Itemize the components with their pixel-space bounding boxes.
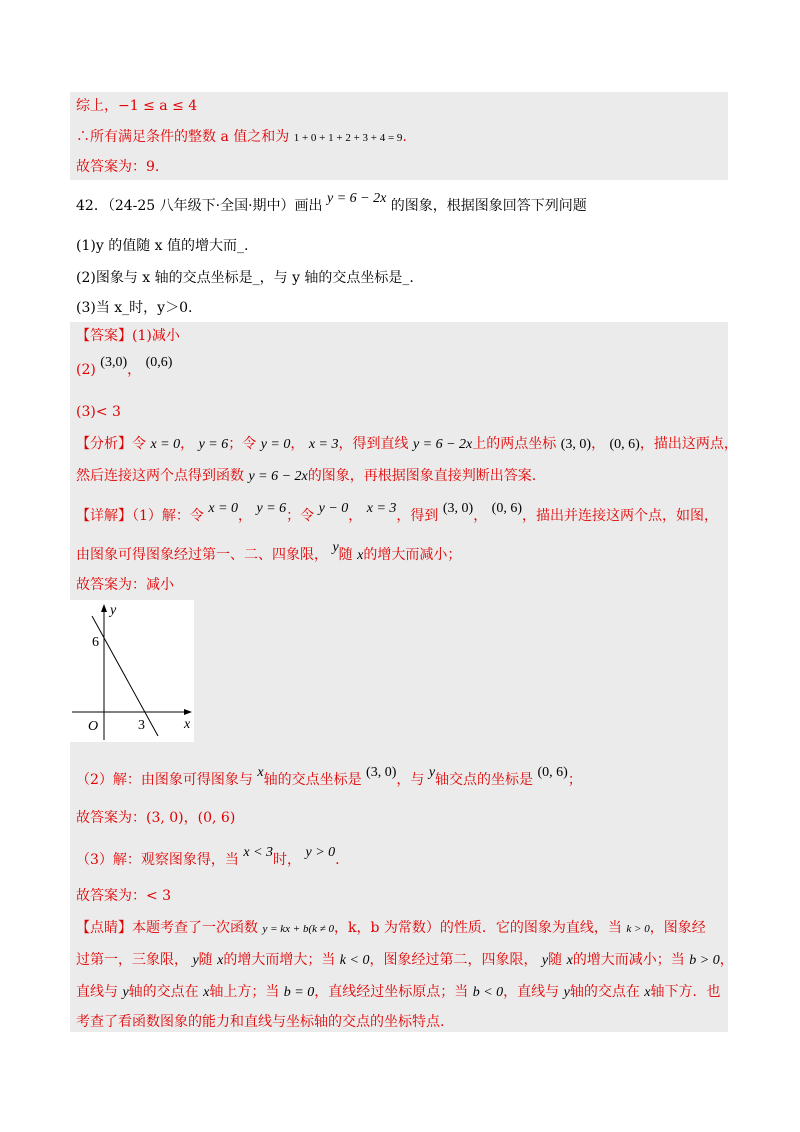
sum-line: ∴所有满足条件的整数 a 值之和为 1 + 0 + 1 + 2 + 3 + 4 = 9. — [76, 129, 407, 145]
answer-line-prev: 故答案为：9. — [76, 159, 160, 175]
question-title: 42．（24-25 八年级下·全国·期中）画出 y = 6 − 2x 的图象，根据图象回答下列问题 — [76, 191, 587, 214]
origin-label: O — [88, 719, 99, 734]
question-part-1: (1)y 的值随 x 值的增大而_. — [76, 238, 249, 254]
comment-line-4: 考查了看函数图象的能力和直线与坐标轴的交点的坐标特点. — [76, 1014, 445, 1030]
function-graph — [70, 600, 194, 742]
question-part-2: (2)图象与 x 轴的交点坐标是_，与 y 轴的交点坐标是_. — [76, 270, 414, 286]
x-intercept-label: 3 — [138, 718, 145, 733]
graph-svg — [70, 600, 194, 742]
comment-line-2: 过第一，三象限， y随 x的增大而增大；当 k < 0，图象经过第二，四象限， y随 x的增大而减小；当 b > 0， — [76, 952, 734, 968]
x-axis-label: x — [184, 717, 191, 732]
detail-line-3: 故答案为：减小 — [76, 577, 174, 593]
detail-part-3: （3）解：观察图象得，当 x < 3时， y > 0. — [76, 845, 340, 868]
detail-line-2: 由图象可得图象经过第一、二、四象限， y随 x的增大而减小； — [76, 540, 462, 563]
comment-line-1: 【点睛】本题考查了一次函数 y = kx + b(k ≠ 0，k，b 为常数）的性质．它的图象为直线，当 k > 0，图象经 — [76, 920, 706, 936]
x-axis-arrow — [184, 709, 192, 715]
detail-line-1: 【详解】（1）解：令 x = 0， y = 6；令 y − 0， x = 3，得到 (3, 0)， (0, 6)，描出并连接这两个点，如图， — [76, 501, 718, 524]
y-axis-arrow — [101, 604, 107, 612]
question-part-3: (3)当 x_时，y＞0. — [76, 300, 193, 316]
analysis-line-1: 【分析】令 x = 0， y = 6；令 y = 0， x = 3，得到直线 y = 6 − 2x上的两点坐标 (3, 0)， (0, 6)，描出这两点， — [76, 436, 738, 452]
comment-line-3: 直线与 y轴的交点在 x轴上方；当 b = 0，直线经过坐标原点；当 b < 0，直线与 y轴的交点在 x轴下方．也 — [76, 984, 721, 1000]
y-axis-label: y — [110, 603, 117, 618]
detail-answer-2: 故答案为：(3, 0)，(0, 6) — [76, 810, 236, 826]
answer-line-1: 【答案】(1)减小 — [76, 328, 180, 344]
y-intercept-label: 6 — [92, 635, 99, 650]
detail-part-2: （2）解：由图象可得图象与 x轴的交点坐标是 (3, 0)，与 y轴交点的坐标是 (0, 6)； — [76, 765, 582, 788]
function-line — [92, 616, 158, 736]
answer-line-2: (2) (3,0)， (0,6) — [76, 355, 173, 378]
answer-line-3: (3)< 3 — [76, 404, 121, 420]
detail-answer-3: 故答案为：< 3 — [76, 888, 172, 904]
analysis-line-2: 然后连接这两个点得到函数 y = 6 − 2x的图象，再根据图象直接判断出答案. — [76, 468, 537, 484]
conclusion-line: 综上，−1 ≤ a ≤ 4 — [76, 98, 198, 114]
